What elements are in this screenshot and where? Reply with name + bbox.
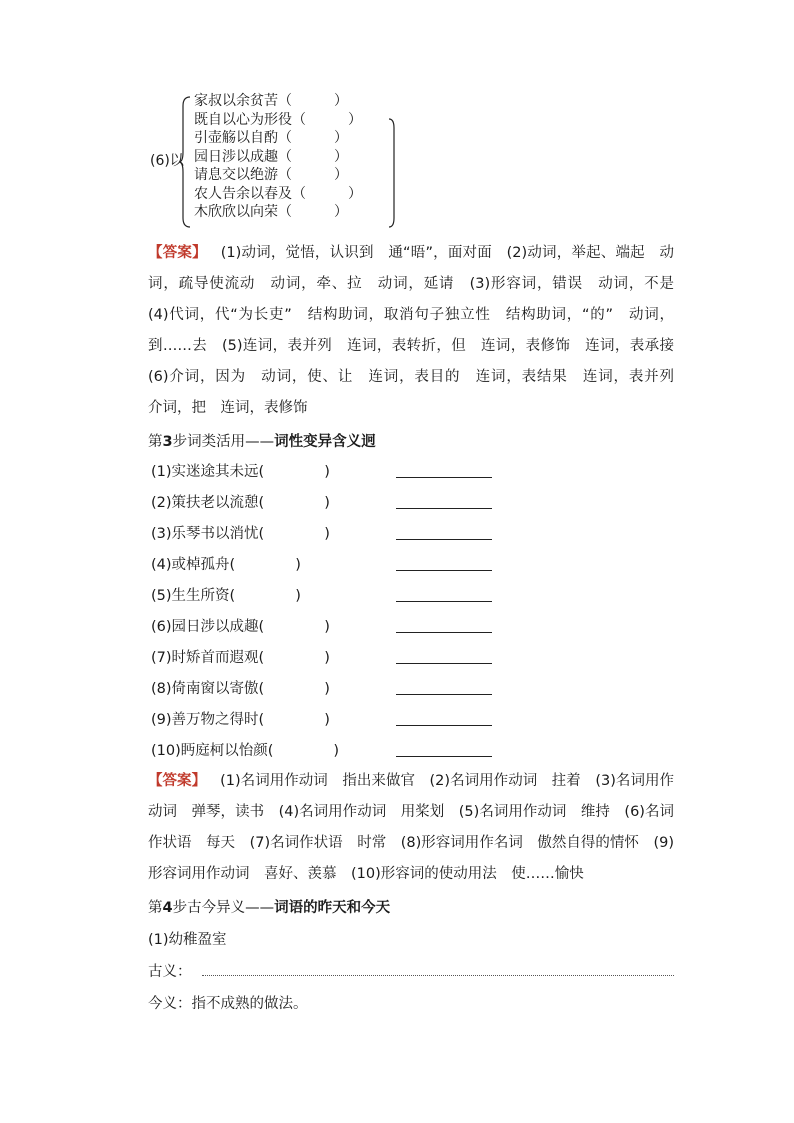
answer-blank[interactable] bbox=[396, 539, 492, 540]
question-item: (10)眄庭柯以怡颜( ) bbox=[151, 743, 340, 759]
section-heading-step4: 第4步古今异义——词语的昨天和今天 bbox=[148, 900, 391, 916]
answer-blank[interactable] bbox=[396, 725, 492, 726]
question-item: (4)或棹孤舟( ) bbox=[151, 557, 301, 573]
answer-block-1 bbox=[148, 238, 689, 424]
ancient-meaning-blank[interactable] bbox=[202, 975, 674, 976]
answer-block-2 bbox=[148, 766, 674, 890]
group-line: 农人告余以春及（ ） bbox=[194, 185, 362, 202]
answer-blank[interactable] bbox=[396, 477, 492, 478]
question-item: (2)策扶老以流憩( ) bbox=[151, 495, 330, 511]
answer-blank[interactable] bbox=[396, 663, 492, 664]
group-line: 家叔以余贫苦（ ） bbox=[194, 93, 348, 109]
usage-group-yi bbox=[150, 92, 410, 237]
question-item: (3)乐琴书以消忧( ) bbox=[151, 526, 330, 542]
group-line: 木欣欣以向荣（ ） bbox=[194, 204, 348, 220]
question-item: (8)倚南窗以寄傲( ) bbox=[151, 681, 330, 697]
answer-tag: 【答案】 bbox=[148, 245, 207, 261]
answer-blank[interactable] bbox=[396, 570, 492, 571]
left-brace-icon bbox=[178, 96, 192, 228]
answer-blank[interactable] bbox=[396, 694, 492, 695]
question-item: (1)实迷途其未远( ) bbox=[151, 464, 330, 480]
group-lines bbox=[194, 92, 362, 222]
answer-blank[interactable] bbox=[396, 756, 492, 757]
group-label: (6)以 bbox=[150, 153, 184, 169]
modern-meaning: 今义：指不成熟的做法。 bbox=[148, 996, 308, 1012]
question-item: (9)善万物之得时( ) bbox=[151, 712, 330, 728]
answer-blank[interactable] bbox=[396, 632, 492, 633]
question-item: (6)园日涉以成趣( ) bbox=[151, 619, 330, 635]
answer-blank[interactable] bbox=[396, 601, 492, 602]
answer-text: (1)动词，觉悟，认识到 通“晤”，面对面 (2)动词，举起、端起 动词，疏导使流动 动词，牵、拉 动词，延请 (3)形容词，错误 动词，不是 (4)代词，代“为长吏” 结构助词，取消句子独立性 结构助词，“的” 动词，到……去 (5)连词，表并列 连词，表转折，但 连词，表修饰 连词，表承接 (6)介词，因为 动词，使、让 连词，表目的 连词，表结果 连词，表并列 介词，把 连词，表修饰 bbox=[148, 245, 689, 416]
section-heading-step3: 第3步词类活用——词性变异含义迥 bbox=[148, 434, 376, 450]
group-line: 引壶觞以自酌（ ） bbox=[194, 130, 348, 146]
question-item: (7)时矫首而遐观( ) bbox=[151, 650, 330, 666]
group-line: 既自以心为形役（ ） bbox=[194, 111, 362, 128]
answer-tag: 【答案】 bbox=[148, 773, 207, 789]
vocab-item: (1)幼稚盈室 bbox=[148, 932, 227, 948]
right-brace-icon bbox=[388, 118, 398, 228]
question-item: (5)生生所资( ) bbox=[151, 588, 301, 604]
answer-text: (1)名词用作动词 指出来做官 (2)名词用作动词 拄着 (3)名词用作动词 弹琴，读书 (4)名词用作动词 用桨划 (5)名词用作动词 维持 (6)名词作状语 每天 (7)名词作状语 时常 (8)形容词用作名词 傲然自得的情怀 (9)形容词用作动词 喜好、羡慕 (10)形容词的使动用法 使……愉快 bbox=[148, 773, 674, 882]
ancient-meaning-label: 古义： bbox=[148, 964, 192, 980]
group-line: 请息交以绝游（ ） bbox=[194, 167, 348, 183]
answer-blank[interactable] bbox=[396, 508, 492, 509]
group-line: 园日涉以成趣（ ） bbox=[194, 148, 348, 165]
